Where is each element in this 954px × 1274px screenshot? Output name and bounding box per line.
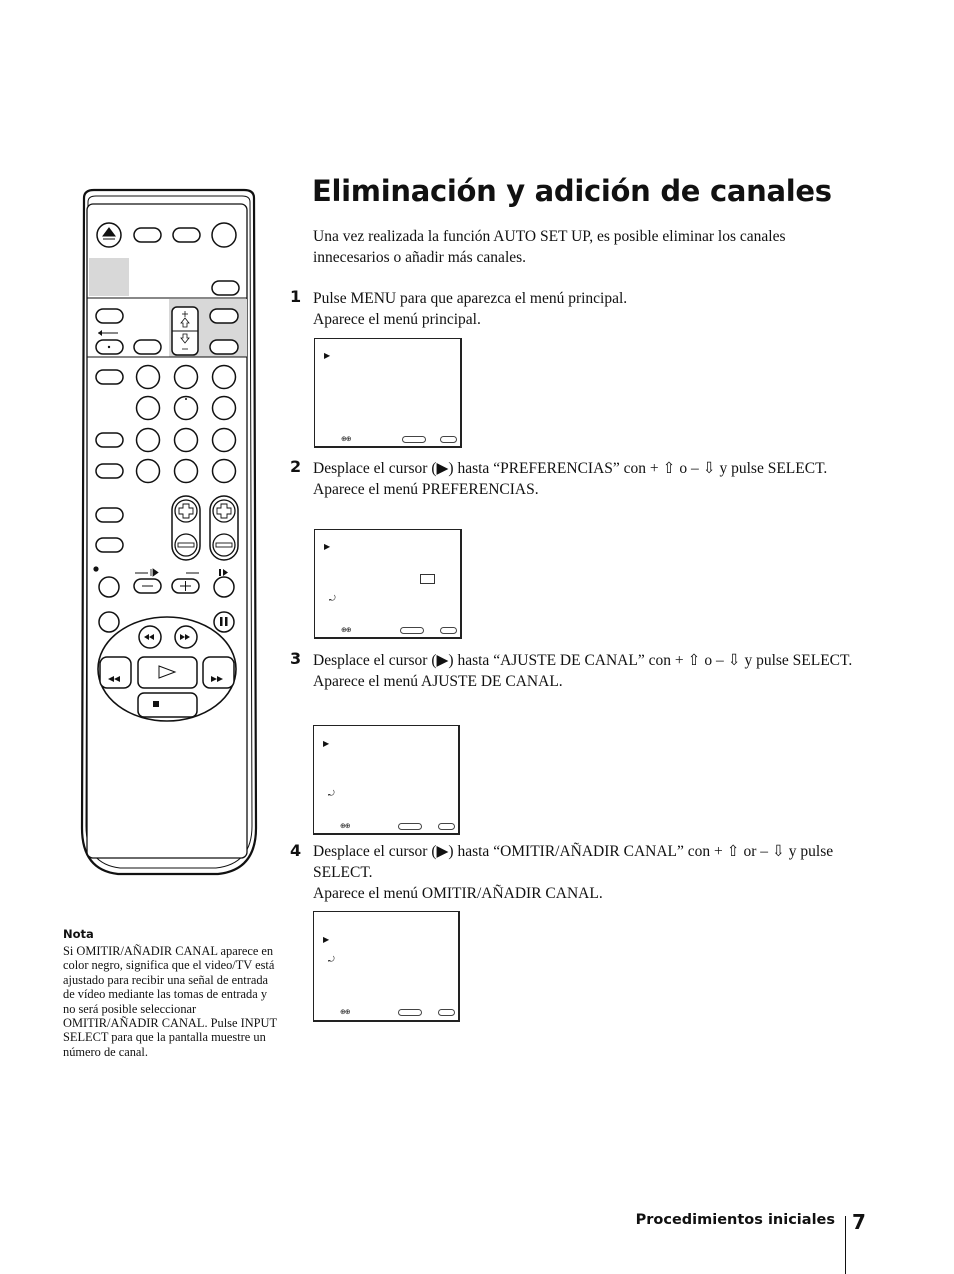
select-button-icon: ⊕⊕ bbox=[341, 626, 351, 634]
section-footer-label: Procedimientos iniciales bbox=[635, 1212, 835, 1228]
step-3-number: 3 bbox=[290, 649, 302, 668]
screen-indicator-box bbox=[438, 823, 455, 830]
select-button-icon: ⊕⊕ bbox=[341, 435, 351, 443]
step-4-number: 4 bbox=[290, 841, 302, 860]
intro-paragraph: Una vez realizada la función AUTO SET UP, es posible eliminar los canales innecesarios o añadir más canales. bbox=[313, 228, 786, 266]
step-3-text bbox=[313, 650, 853, 692]
preferencias-menu-screen bbox=[314, 529, 462, 639]
step-1-text bbox=[313, 288, 853, 330]
return-icon: ⤾ bbox=[329, 594, 336, 603]
footer-divider bbox=[845, 1216, 846, 1274]
main-menu-screen bbox=[314, 338, 462, 448]
screen-indicator-box bbox=[400, 627, 424, 634]
return-icon: ⤾ bbox=[328, 955, 335, 964]
step-2-number: 2 bbox=[290, 457, 302, 476]
page-title: Eliminación y adición de canales bbox=[312, 174, 832, 208]
cursor-arrow-icon: ▶ bbox=[324, 351, 331, 360]
step-1-instruction: Pulse MENU para que aparezca el menú principal. bbox=[313, 290, 628, 307]
ajuste-de-canal-menu-screen bbox=[313, 725, 460, 835]
step-4-instruction: Desplace el cursor (▶) hasta “OMITIR/AÑADIR CANAL” con + ⇧ or – ⇩ y pulse SELECT. bbox=[313, 843, 834, 881]
page-number: 7 bbox=[852, 1210, 866, 1234]
screen-indicator-box bbox=[402, 436, 426, 443]
omitir-anadir-canal-menu-screen bbox=[313, 911, 460, 1022]
step-1-result: Aparece el menú principal. bbox=[313, 311, 481, 328]
screen-indicator-box bbox=[438, 1009, 455, 1016]
screen-indicator-box bbox=[440, 436, 457, 443]
select-button-icon: ⊕⊕ bbox=[340, 1008, 350, 1016]
cursor-arrow-icon: ▶ bbox=[323, 935, 330, 944]
screen-option-box bbox=[420, 574, 435, 584]
step-2-text bbox=[313, 458, 853, 500]
step-1-number: 1 bbox=[290, 287, 302, 306]
step-4-text bbox=[313, 841, 853, 904]
cursor-arrow-icon: ▶ bbox=[324, 542, 331, 551]
screen-indicator-box bbox=[398, 823, 422, 830]
note-text: Si OMITIR/AÑADIR CANAL aparece en color negro, significa que el video/TV está ajustado para recibir una señal de entrada de vídeo mediante las tomas de entrada y no será posible seleccionar OMITIR/AÑADIR CANAL. Pulse INPUT SELECT para que la pantalla muestre un número de canal. bbox=[63, 944, 277, 1059]
step-4-result: Aparece el menú OMITIR/AÑADIR CANAL. bbox=[313, 885, 603, 902]
screen-indicator-box bbox=[398, 1009, 422, 1016]
step-3-instruction: Desplace el cursor (▶) hasta “AJUSTE DE CANAL” con + ⇧ o – ⇩ y pulse SELECT. bbox=[313, 652, 853, 669]
step-2-instruction: Desplace el cursor (▶) hasta “PREFERENCIAS” con + ⇧ o – ⇩ y pulse SELECT. bbox=[313, 460, 828, 477]
remote-control-illustration bbox=[78, 188, 260, 880]
return-icon: ⤾ bbox=[328, 789, 335, 798]
note-heading: Nota bbox=[63, 927, 94, 941]
step-2-result: Aparece el menú PREFERENCIAS. bbox=[313, 481, 539, 498]
select-button-icon: ⊕⊕ bbox=[340, 822, 350, 830]
cursor-arrow-icon: ▶ bbox=[323, 739, 330, 748]
step-3-result: Aparece el menú AJUSTE DE CANAL. bbox=[313, 673, 563, 690]
screen-indicator-box bbox=[440, 627, 457, 634]
